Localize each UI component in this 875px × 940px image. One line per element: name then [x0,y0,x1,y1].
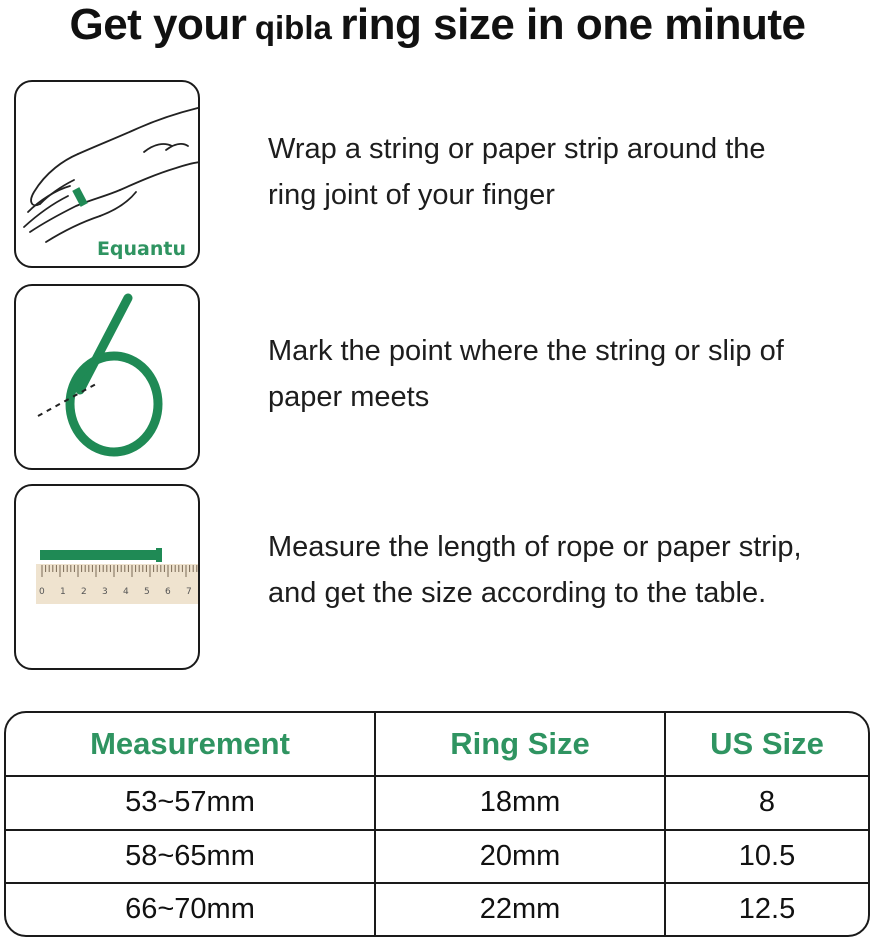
cell-measurement: 53~57mm [6,776,375,830]
table-header-row [6,713,868,776]
step-1-card [14,80,200,268]
header-ring-size: Ring Size [375,713,665,776]
step-2-card [14,284,200,470]
table-row [6,830,868,884]
ruler-number: 2 [81,587,87,597]
ruler-number: 5 [144,587,150,597]
step-3-card [14,484,200,670]
cell-measurement: 58~65mm [6,830,375,884]
brand-label: Equantu [96,238,186,260]
ruler-number: 1 [60,587,66,597]
ruler-number: 4 [123,587,129,597]
cell-measurement: 66~70mm [6,883,375,935]
step-3-text [268,524,802,616]
table-row [6,776,868,830]
table-row [6,883,868,935]
step-2-text [268,328,784,420]
step-2-line-2: paper meets [268,381,430,413]
size-table [4,711,870,937]
step-1-line-2: ring joint of your finger [268,179,555,211]
step-1-line-1: Wrap a string or paper strip around the [268,133,766,165]
cell-us-size: 10.5 [665,830,868,884]
title-part-1: Get your [69,0,247,49]
header-measurement: Measurement [6,713,375,776]
ruler-number: 7 [186,587,192,597]
cell-ring-size: 18mm [375,776,665,830]
step-2-line-1: Mark the point where the string or slip of [268,335,784,367]
title-part-3: ring size in one minute [340,0,806,49]
cell-us-size: 8 [665,776,868,830]
ruler-number: 0 [39,587,45,597]
cell-ring-size: 20mm [375,830,665,884]
mark-loop-icon [16,286,200,470]
step-1-text [268,126,766,218]
step-3-line-1: Measure the length of rope or paper strip, [268,531,802,563]
page-title [0,0,875,60]
cell-ring-size: 22mm [375,883,665,935]
cell-us-size: 12.5 [665,883,868,935]
ruler-number: 3 [102,587,108,597]
ruler-number: 6 [165,587,171,597]
title-brand-word: qibla [254,9,332,46]
header-us-size: US Size [665,713,868,776]
step-3-line-2: and get the size according to the table. [268,577,767,609]
ruler-measure-icon [16,486,200,670]
